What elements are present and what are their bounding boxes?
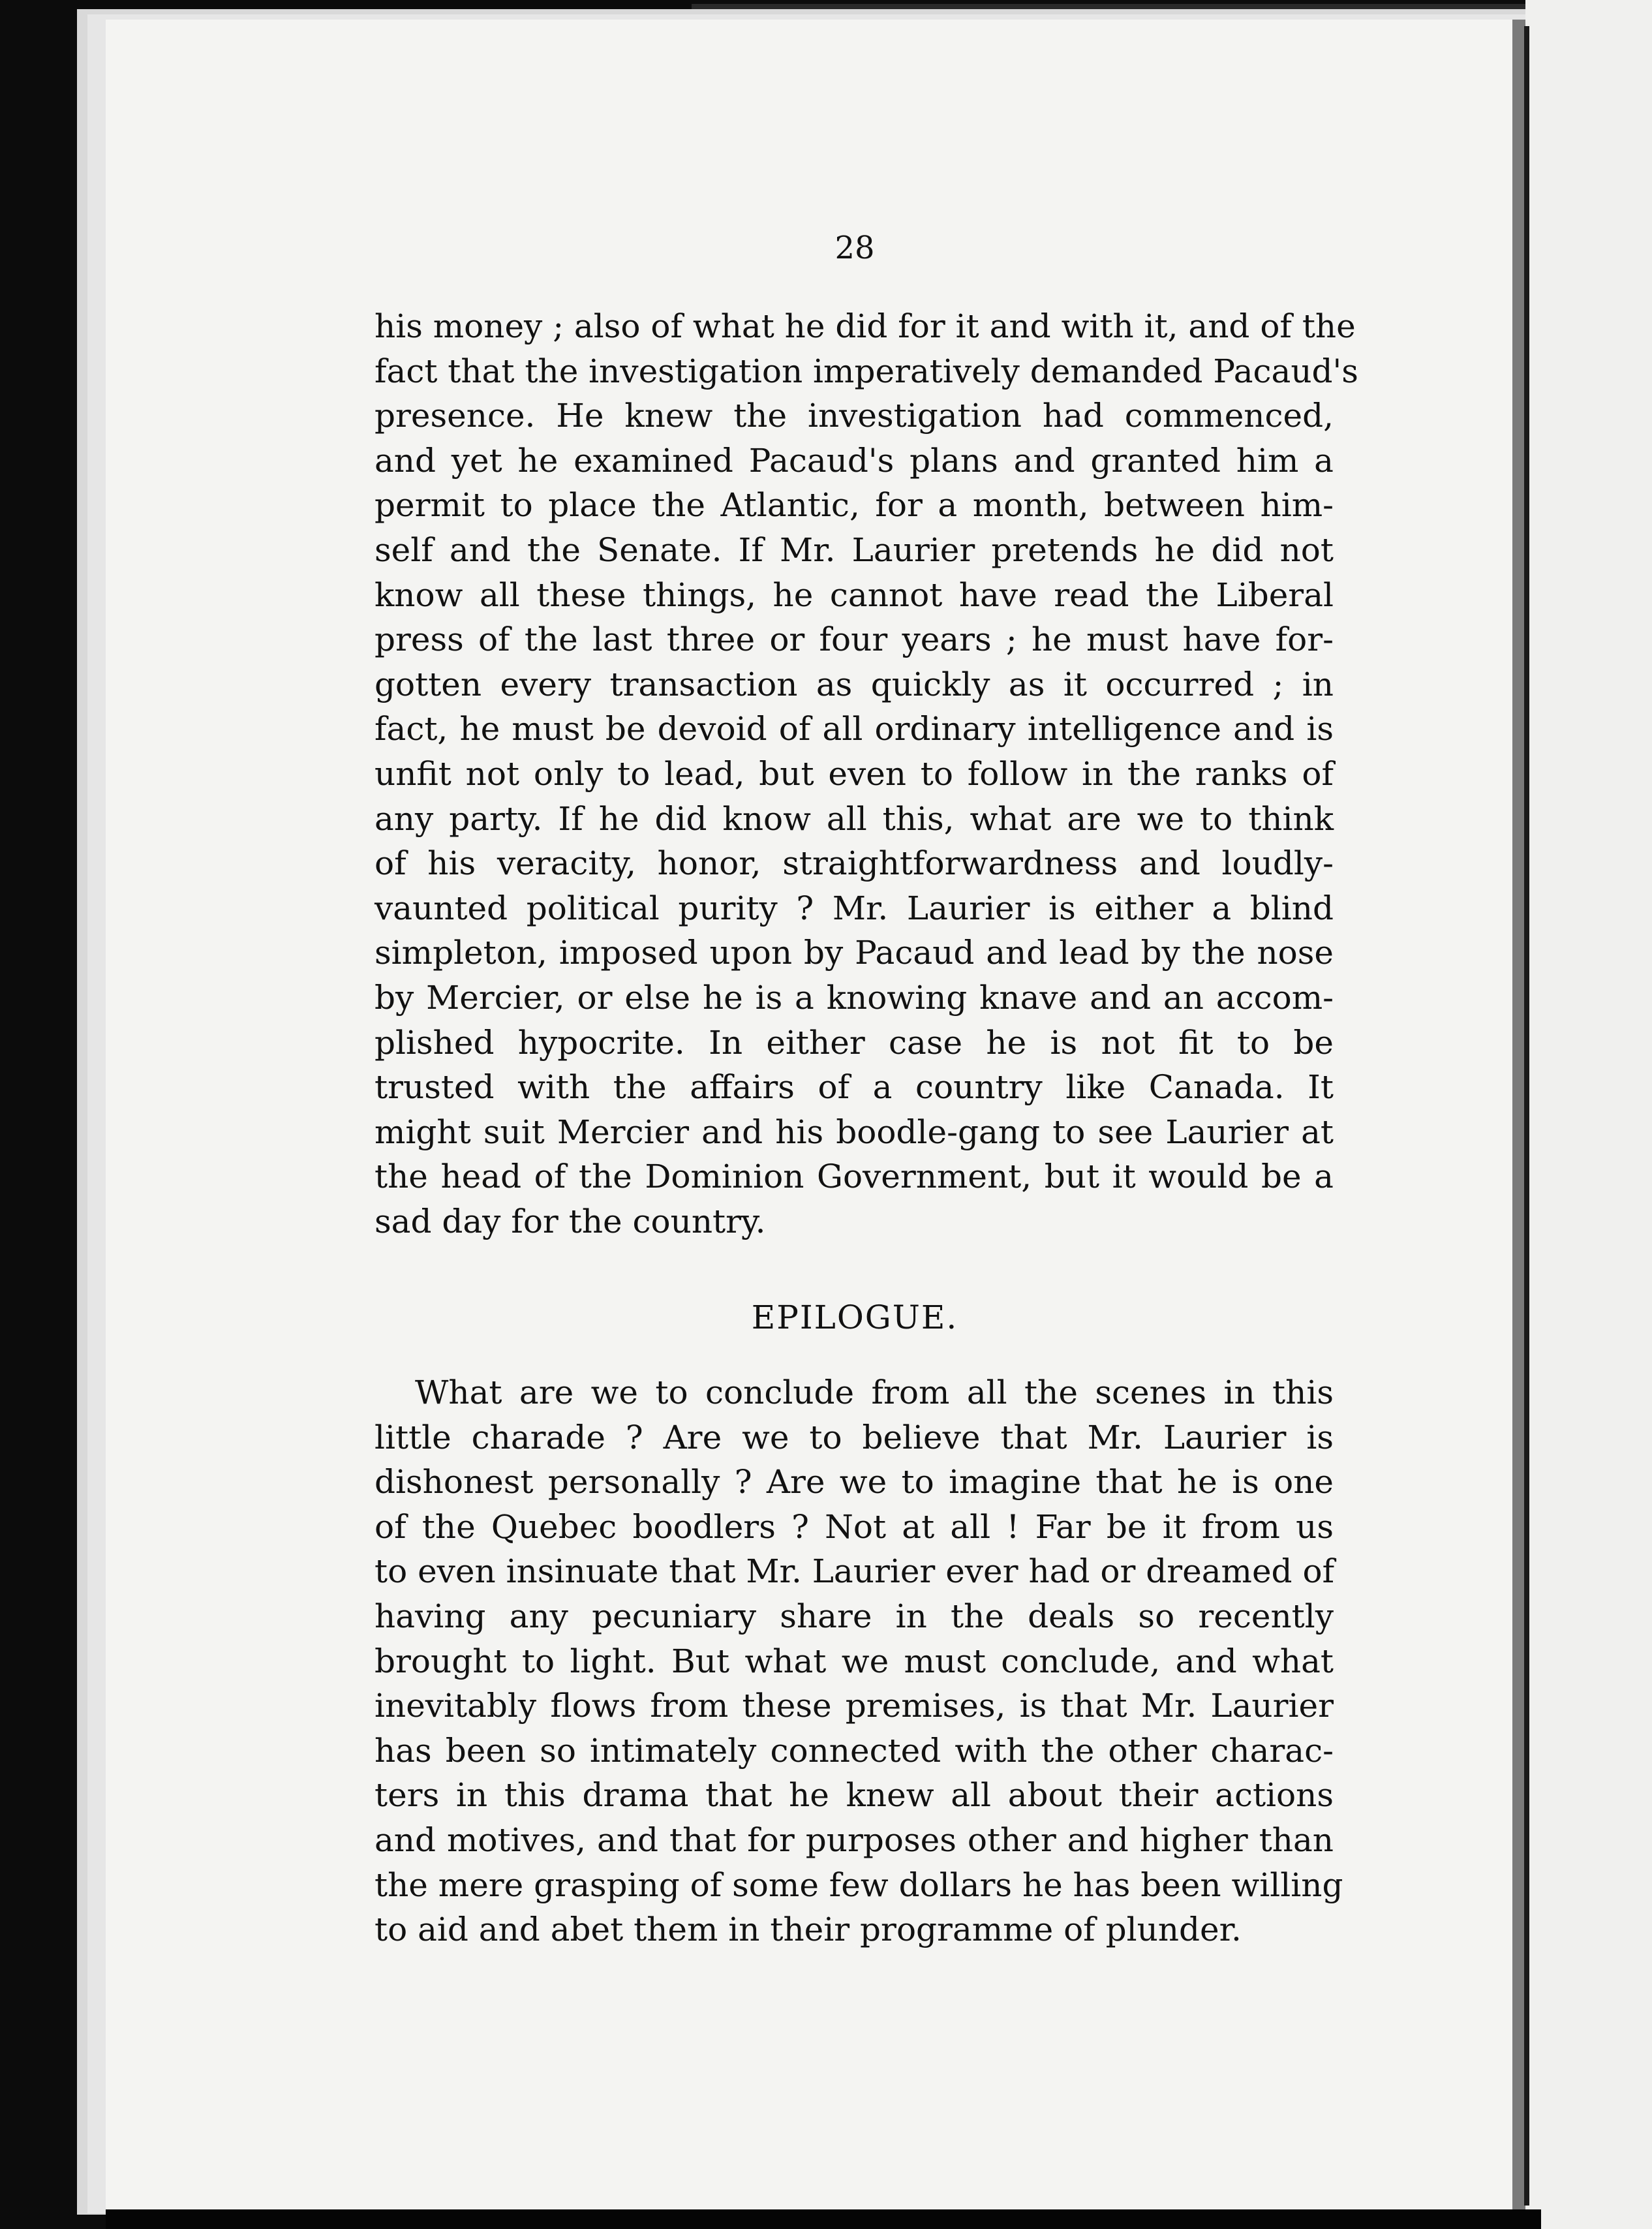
- text-line: by Mercier, or else he is a knowing knave and an accom-: [375, 978, 1334, 1017]
- text-line: sad day for the country.: [375, 1202, 766, 1240]
- text-line: trusted with the affairs of a country like Canada. It: [375, 1068, 1334, 1107]
- text-line: simpleton, imposed upon by Pacaud and lead by the nose: [375, 934, 1334, 972]
- text-line: might suit Mercier and his boodle-gang to see Laurier at: [375, 1113, 1334, 1151]
- paragraph-body: [375, 304, 1358, 1244]
- text-line: press of the last three or four years ; he must have for-: [375, 621, 1334, 659]
- text-line: gotten every transaction as quickly as it occurred ; in: [375, 665, 1334, 703]
- text-line: vaunted political purity ? Mr. Laurier is either a blind: [375, 889, 1334, 927]
- text-line: know all these things, he cannot have read the Liberal: [375, 576, 1334, 614]
- page-number: 28: [834, 230, 875, 266]
- text-line: any party. If he did know all this, what are we to think: [375, 799, 1334, 838]
- text-line: and motives, and that for purposes other and higher than: [375, 1821, 1334, 1859]
- text-line: having any pecuniary share in the deals so recently: [375, 1597, 1334, 1635]
- text-line: to aid and abet them in their programme of plunder.: [375, 1911, 1242, 1949]
- binding-line: [1524, 26, 1529, 2206]
- text-line: self and the Senate. If Mr. Laurier pretends he did not: [375, 530, 1334, 569]
- text-line: permit to place the Atlantic, for a month, between him-: [375, 486, 1334, 525]
- facing-page-edge: [1525, 0, 1652, 2229]
- text-line: plished hypocrite. In either case he is not fit to be: [375, 1023, 1334, 1062]
- text-line: What are we to conclude from all the scenes in this: [415, 1374, 1334, 1411]
- text-line: of his veracity, honor, straightforwardness and loudly-: [375, 844, 1334, 883]
- text-line: little charade ? Are we to believe that Mr. Laurier is: [375, 1418, 1334, 1456]
- section-heading: EPILOGUE.: [751, 1299, 958, 1336]
- text-line: inevitably flows from these premises, is that Mr. Laurier: [375, 1687, 1334, 1725]
- scan-bottom-edge: [106, 2209, 1541, 2229]
- text-line: dishonest personally ? Are we to imagine that he is one: [375, 1463, 1334, 1501]
- text-line: brought to light. But what we must conclude, and what: [375, 1642, 1334, 1680]
- text-line: ters in this drama that he knew all about their actions: [375, 1776, 1334, 1815]
- text-line: unfit not only to lead, but even to follow in the ranks of: [375, 754, 1334, 793]
- text-line: presence. He knew the investigation had commenced,: [375, 397, 1334, 435]
- page-gutter-shadow: [1512, 20, 1525, 2209]
- text-line: the mere grasping of some few dollars he has been willing: [375, 1866, 1343, 1904]
- text-line: and yet he examined Pacaud's plans and granted him a: [375, 441, 1334, 480]
- text-line: of the Quebec boodlers ? Not at all ! Far be it from us: [375, 1507, 1334, 1546]
- text-line: to even insinuate that Mr. Laurier ever had or dreamed of: [375, 1552, 1335, 1591]
- text-line: fact that the investigation imperatively demanded Pacaud's: [375, 352, 1358, 390]
- paragraph-epilogue: [375, 1370, 1343, 1952]
- text-line: fact, he must be devoid of all ordinary intelligence and is: [375, 710, 1334, 748]
- text-line: his money ; also of what he did for it and with it, and of the: [375, 307, 1356, 345]
- text-line: the head of the Dominion Government, but it would be a: [375, 1158, 1334, 1196]
- text-line: has been so intimately connected with the other charac-: [375, 1731, 1334, 1770]
